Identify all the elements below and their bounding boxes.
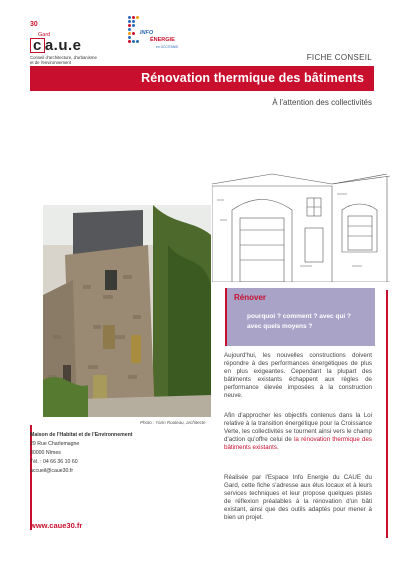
fiche-label: FICHE CONSEIL [306, 53, 372, 62]
renover-question-line1: pourquoi ? comment ? avec qui ? [247, 313, 352, 320]
contact-city: 30000 Nîmes [30, 450, 61, 456]
info-energie-energie: ÉNERGIE [150, 37, 175, 43]
house-photo [43, 205, 211, 417]
logo-subtitle: Conseil d'architecture, d'urbanisme et de l'environnement [30, 55, 97, 65]
logo-department: Gard [38, 32, 51, 38]
photo-credit: Photo : Yann Rouleau, architecte [140, 420, 206, 425]
house-sketch [212, 170, 390, 282]
logo-name: c a.u.e [30, 37, 82, 54]
title-bar [30, 66, 374, 91]
page-title: Rénovation thermique des bâtiments [141, 71, 364, 85]
divider-line [386, 290, 388, 538]
info-energie-info: INFO [140, 30, 154, 36]
paragraph-objectives: Afin d'approcher les objectifs contenus dans la Loi relative à la transition énergétique pour la Croissance Verte, les collectivités se tournent ainsi vers le champ d'action qu'offre celui de la rénovation thermique des bâtiments existants. [224, 412, 373, 451]
info-energie-logo [122, 16, 182, 52]
contact-email[interactable]: accueil@caue30.fr [30, 468, 74, 474]
logo-number: 30 [30, 21, 38, 28]
highlight-text: la rénovation thermique des bâtiments existants [224, 436, 373, 451]
website-link[interactable]: www.caue30.fr [30, 521, 83, 530]
paragraph-intro: Aujourd'hui, les nouvelles constructions doivent répondre à des performances énergétiques de plus en plus exigeantes. Cependant la plupart des bâtiments existants échappent aux règles de performance élevée imposées à la construction neuve. [224, 352, 372, 399]
renover-question-line2: avec quels moyens ? [247, 323, 313, 330]
contact-tel: Tél. : 04 66 36 10 60 [30, 459, 78, 465]
contact-org: Maison de l'Habitat et de l'Environnement [30, 432, 133, 438]
paragraph-purpose: Réalisée par l'Espace Info Energie du CAUE du Gard, cette fiche s'adresse aux élus locaux et à leurs services techniques et leur propose quelques pistes de réflexion préalables à la rénovation d'un bâti existant, ainsi que des outils adaptés pour mener à bien un projet. [224, 474, 372, 521]
renover-box [225, 288, 375, 346]
page-subtitle: À l'attention des collectivités [272, 98, 372, 107]
contact-block [30, 432, 135, 475]
info-energie-region: en OCCITANIE [156, 45, 179, 49]
contact-street: 29 Rue Charlemagne [30, 441, 80, 447]
renover-heading: Rénover [234, 293, 267, 302]
